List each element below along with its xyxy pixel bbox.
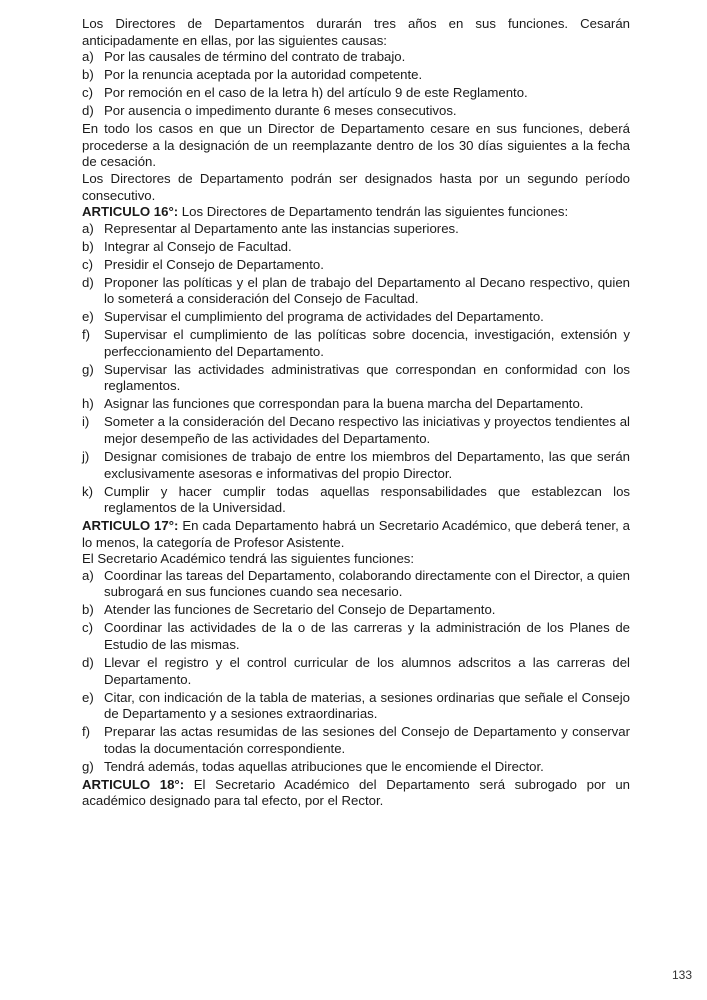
list-item <box>82 85 630 102</box>
list-letter: d) <box>82 103 94 119</box>
article-heading: ARTICULO 18°: <box>82 776 185 792</box>
list-item <box>82 275 630 308</box>
list-letter: f) <box>82 724 91 740</box>
list-letter: a) <box>82 220 94 236</box>
list-secretary-functions <box>82 568 630 775</box>
list-director-functions <box>82 221 630 517</box>
list-letter: b) <box>82 67 94 83</box>
list-item <box>82 257 630 274</box>
list-letter: c) <box>82 85 93 101</box>
list-letter: g) <box>82 758 94 774</box>
article-text: En cada Departamento habrá un Secretario Académico, que deberá tener, a lo menos, la categoría de Profesor Asistente. <box>82 518 631 550</box>
list-text: Preparar las actas resumidas de las sesiones del Consejo de Departamento y conservar todas la documentación correspondiente. <box>104 724 630 756</box>
list-letter: c) <box>82 256 93 272</box>
list-letter: g) <box>82 361 94 377</box>
list-text: Cumplir y hacer cumplir todas aquellas responsabilidades que establezcan los reglamentos de la Universidad. <box>104 483 630 516</box>
list-letter: c) <box>82 620 93 636</box>
paragraph-director-term: Los Directores de Departamentos durarán tres años en sus funciones. Cesarán anticipadamente en ellas, por las siguientes causas: <box>82 16 630 48</box>
list-letter: e) <box>82 309 94 325</box>
list-item <box>82 396 630 413</box>
list-item <box>82 602 630 619</box>
article-18 <box>82 777 630 810</box>
list-item <box>82 67 630 84</box>
page-number: 133 <box>672 968 693 982</box>
list-text: Supervisar el cumplimiento del programa de actividades del Departamento. <box>104 309 544 325</box>
list-text: Integrar al Consejo de Facultad. <box>104 238 292 254</box>
list-item <box>82 239 630 256</box>
list-text: Asignar las funciones que correspondan para la buena marcha del Departamento. <box>104 396 584 412</box>
list-text: Atender las funciones de Secretario del Consejo de Departamento. <box>104 602 496 618</box>
list-letter: d) <box>82 655 94 670</box>
list-item <box>82 620 630 653</box>
list-item <box>82 484 630 517</box>
list-text: Coordinar las actividades de la o de las carreras y la administración de los Planes de Estudio de las mismas. <box>104 620 630 653</box>
list-item <box>82 49 630 66</box>
list-item <box>82 690 630 723</box>
list-item <box>82 327 630 360</box>
list-letter: f) <box>82 327 91 343</box>
list-item <box>82 449 630 482</box>
article-16 <box>82 204 630 221</box>
list-letter: k) <box>82 483 93 499</box>
list-text: Por las causales de término del contrato de trabajo. <box>104 49 406 65</box>
list-text: Citar, con indicación de la tabla de materias, a sesiones ordinarias que señale el Consejo de Departamento y a sesiones extraordinarias. <box>104 689 630 722</box>
list-item <box>82 362 630 395</box>
paragraph-secretary-functions: El Secretario Académico tendrá las siguientes funciones: <box>82 551 415 567</box>
list-text: Por remoción en el caso de la letra h) del artículo 9 de este Reglamento. <box>104 85 528 101</box>
article-heading: ARTICULO 16°: <box>82 204 179 220</box>
list-text: Tendrá además, todas aquellas atribuciones que le encomiende el Director. <box>104 758 544 774</box>
list-item <box>82 724 630 757</box>
article-text: Los Directores de Departamento tendrán las siguientes funciones: <box>181 204 569 220</box>
article-17 <box>82 518 630 551</box>
list-text: Designar comisiones de trabajo de entre los miembros del Departamento, las que serán exclusivamente asesoras e informativas del propio Director. <box>104 448 630 481</box>
paragraph-replacement: En todo los casos en que un Director de Departamento cesare en sus funciones, deberá procederse a la designación de un reemplazante dentro de los 30 días siguientes a la fecha de cesación. <box>82 121 630 170</box>
list-text: Someter a la consideración del Decano respectivo las iniciativas y proyectos tendientes al mejor desempeño de las actividades del Departamento. <box>104 414 630 446</box>
list-item <box>82 759 630 776</box>
list-text: Por ausencia o impedimento durante 6 meses consecutivos. <box>104 103 457 119</box>
list-text: Coordinar las tareas del Departamento, colaborando directamente con el Director, a quien subrogará en sus funciones cuando sea necesario. <box>104 567 630 600</box>
article-text: El Secretario Académico del Departamento será subrogado por un académico designado para tal efecto, por el Rector. <box>82 776 630 809</box>
list-letter: a) <box>82 567 94 583</box>
document-body <box>82 16 630 810</box>
list-item <box>82 568 630 601</box>
list-text: Proponer las políticas y el plan de trabajo del Departamento al Decano respectivo, quien lo someterá a consideración del Consejo de Facultad. <box>104 274 630 307</box>
list-letter: b) <box>82 602 94 618</box>
list-letter: i) <box>82 414 90 430</box>
list-causes <box>82 49 630 120</box>
list-letter: a) <box>82 49 94 65</box>
article-heading: ARTICULO 17°: <box>82 518 179 534</box>
list-text: Presidir el Consejo de Departamento. <box>104 256 324 272</box>
list-letter: h) <box>82 396 94 412</box>
list-item <box>82 221 630 238</box>
list-item <box>82 309 630 326</box>
list-text: Por la renuncia aceptada por la autoridad competente. <box>104 67 423 83</box>
list-text: Supervisar el cumplimiento de las políticas sobre docencia, investigación, extensión y perfeccionamiento del Departamento. <box>104 327 630 359</box>
paragraph-second-period: Los Directores de Departamento podrán ser designados hasta por un segundo período consecutivo. <box>82 170 630 203</box>
list-letter: e) <box>82 689 94 705</box>
list-text: Supervisar las actividades administrativas que correspondan en conformidad con los reglamentos. <box>104 361 630 394</box>
list-item <box>82 103 630 120</box>
list-text: Llevar el registro y el control curricular de los alumnos adscritos a las carreras del Departamento. <box>104 655 630 687</box>
list-text: Representar al Departamento ante las instancias superiores. <box>104 220 459 236</box>
list-item <box>82 414 630 447</box>
list-letter: d) <box>82 274 94 290</box>
list-item <box>82 655 630 688</box>
list-letter: b) <box>82 238 94 254</box>
list-letter: j) <box>82 448 90 464</box>
